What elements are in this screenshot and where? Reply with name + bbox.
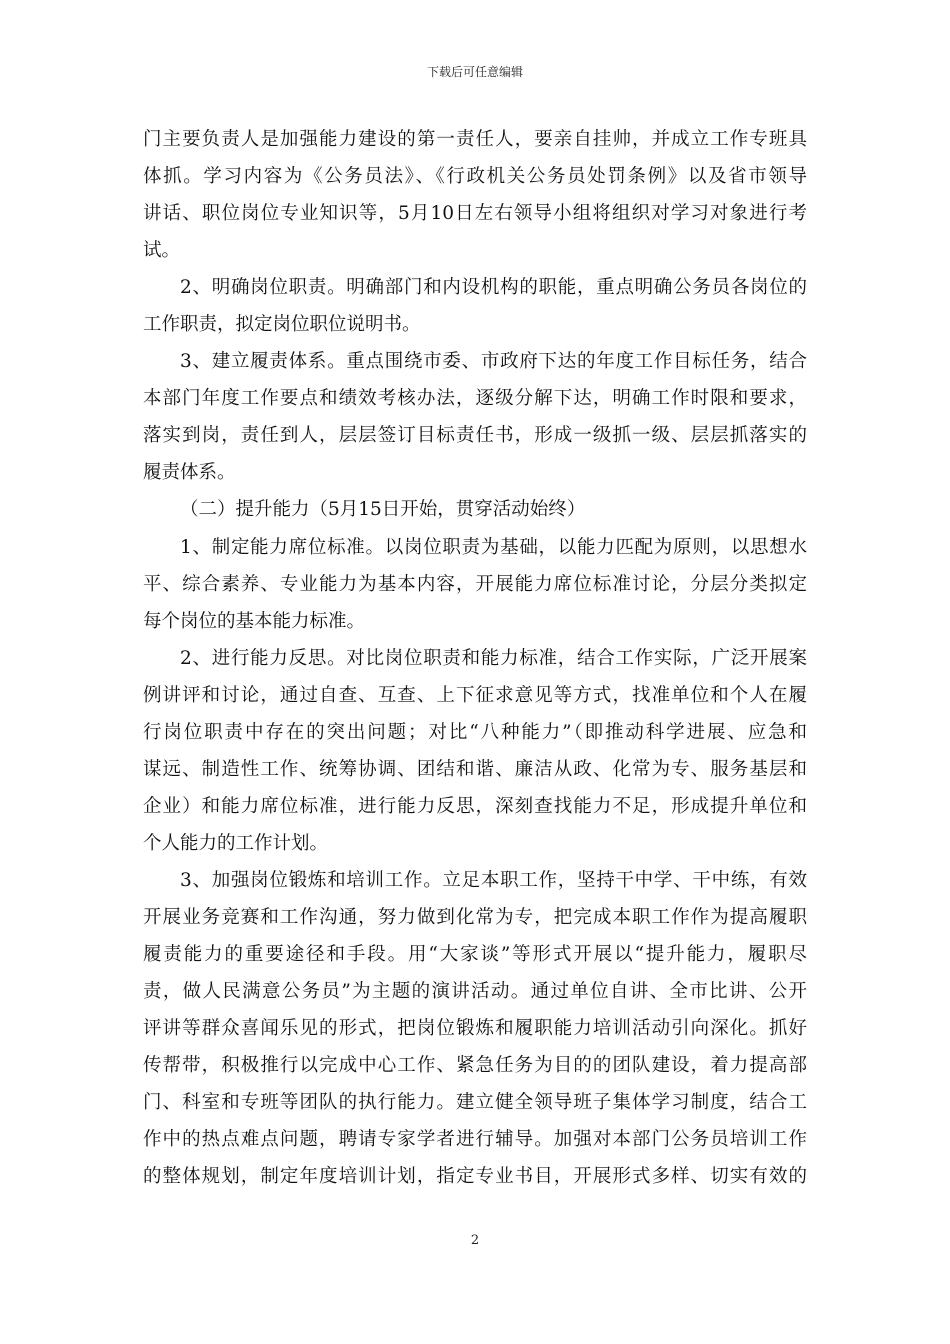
page-number: 2 [470,1233,480,1248]
paragraph-line: 开展业务竞赛和工作沟通，努力做到化常为专，把完成本职工作作为提高履职 [143,906,807,928]
paragraph-line: 作中的热点难点问题，聘请专家学者进行辅导。加强对本部门公务员培训工作 [143,1129,807,1151]
paragraph-line: 评讲等群众喜闻乐见的形式，把岗位锻炼和履职能力培训活动引向深化。抓好 [143,1018,807,1040]
paragraph-line: 1、制定能力席位标准。以岗位职责为基础，以能力匹配为原则，以思想水 [180,536,807,558]
paragraph-line: 责，做人民满意公务员”为主题的演讲活动。通过单位自讲、全市比讲、公开 [143,981,807,1003]
paragraph-line: 2、进行能力反思。对比岗位职责和能力标准，结合工作实际，广泛开展案 [180,647,807,669]
paragraph-line: 落实到岗，责任到人，层层签订目标责任书，形成一级抓一级、层层抓落实的 [143,425,807,447]
paragraph-line: 3、加强岗位锻炼和培训工作。立足本职工作，坚持干中学、干中练，有效 [180,869,807,891]
paragraph-line: 履责能力的重要途径和手段。用“大家谈”等形式开展以“提升能力，履职尽 [143,944,807,966]
paragraph-line: 3、建立履责体系。重点围绕市委、市政府下达的年度工作目标任务，结合 [180,351,807,373]
paragraph-line: 本部门年度工作要点和绩效考核办法，逐级分解下达，明确工作时限和要求， [143,388,807,410]
paragraph-line: 工作职责，拟定岗位职位说明书。 [143,314,421,336]
page-header: 下载后可任意编辑 [426,65,523,79]
paragraph-line: 传帮带，积极推行以完成中心工作、紧急任务为目的的团队建设，着力提高部 [143,1055,807,1077]
paragraph-line: 企业）和能力席位标准，进行能力反思，深刻查找能力不足，形成提升单位和 [143,795,807,817]
paragraph-line: 个人能力的工作计划。 [143,832,329,854]
paragraph-line: 讲话、职位岗位专业知识等，5月10日左右领导小组将组织对学习对象进行考 [143,203,807,225]
paragraph-line: 平、综合素养、专业能力为基本内容，开展能力席位标准讨论，分层分类拟定 [143,573,807,595]
paragraph-line: 履责体系。 [143,462,236,484]
paragraph-line: 例讲评和讨论，通过自查、互查、上下征求意见等方式，找准单位和个人在履 [143,684,807,706]
document-body [143,121,807,1195]
paragraph-line: 2、明确岗位职责。明确部门和内设机构的职能，重点明确公务员各岗位的 [180,277,807,299]
paragraph-line: 谋远、制造性工作、统筹协调、团结和谐、廉洁从政、化常为专、服务基层和 [143,758,807,780]
paragraph-line: 的整体规划，制定年度培训计划，指定专业书目，开展形式多样、切实有效的 [143,1166,807,1188]
paragraph-line: 试。 [143,240,181,262]
paragraph-line: 门、科室和专班等团队的执行能力。建立健全领导班子集体学习制度，结合工 [143,1092,807,1114]
paragraph-line: 每个岗位的基本能力标准。 [143,610,366,632]
paragraph-line: 体抓。学习内容为《公务员法》、《行政机关公务员处罚条例》以及省市领导 [143,166,807,188]
paragraph-line: （二）提升能力（5月15日开始，贯穿活动始终） [180,499,586,521]
paragraph-line: 行岗位职责中存在的突出问题；对比“八种能力”（即推动科学进展、应急和 [143,721,807,743]
paragraph-line: 门主要负责人是加强能力建设的第一责任人，要亲自挂帅，并成立工作专班具 [143,129,807,150]
